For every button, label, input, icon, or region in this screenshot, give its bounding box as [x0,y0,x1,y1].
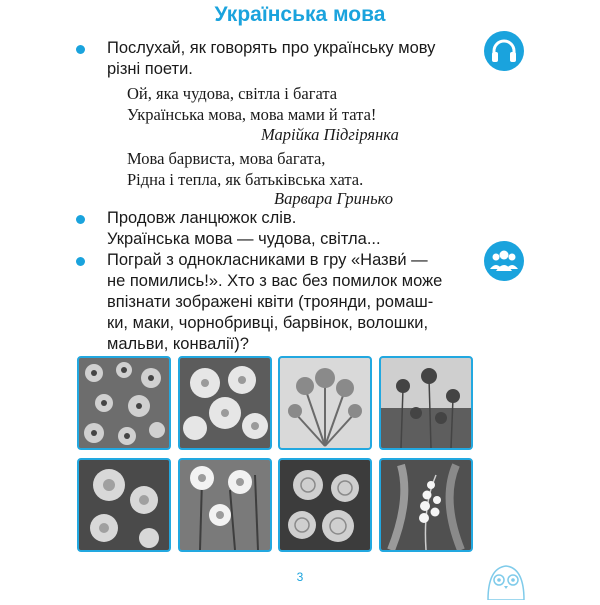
task2-line2: Українська мова — чудова, світла... [107,230,381,248]
photo-cornflowers [278,356,372,450]
poem1-author: Марійка Підгірянка [261,125,399,144]
owl-mascot-icon [484,560,528,600]
task3-line5: мальви, конвалії)? [107,335,249,353]
page-number: 3 [296,570,304,584]
task1-line2: різні поети. [107,60,193,78]
bullet-marker [76,215,85,224]
task3-line1: Пограй з однокласниками в гру «Назви́ — [107,251,428,269]
poem1-line2: Українська мова, мова мами й тата! [127,105,377,124]
poem1-line1: Ой, яка чудова, світла і багата [127,84,338,103]
task3-line4: ки, маки, чорнобривці, барвінок, волошки, [107,314,429,332]
photo-marigolds [77,458,171,552]
photo-daisies [178,458,272,552]
task2-line1: Продовж ланцюжок слів. [107,209,297,227]
task3-line3: впізнати зображені квіти (троянди, ромаш- [107,293,434,311]
headphones-icon [484,31,524,71]
photo-poppies [379,356,473,450]
group-icon [484,241,524,281]
photo-roses [278,458,372,552]
task3-line2: не помились!». Хто з вас без помилок може [107,272,443,290]
poem2-line2: Рідна і тепла, як батьківська хата. [127,170,364,189]
photo-flowers-1 [77,356,171,450]
page-title: Українська мова [214,3,386,26]
bullet-marker [76,45,85,54]
poem2-author: Варвара Гринько [274,189,393,208]
photo-lily-of-the-valley [379,458,473,552]
photo-mallows [178,356,272,450]
task1-line1: Послухай, як говорять про українську мову [107,39,436,57]
poem2-line1: Мова барвиста, мова багата, [127,149,326,168]
bullet-marker [76,257,85,266]
